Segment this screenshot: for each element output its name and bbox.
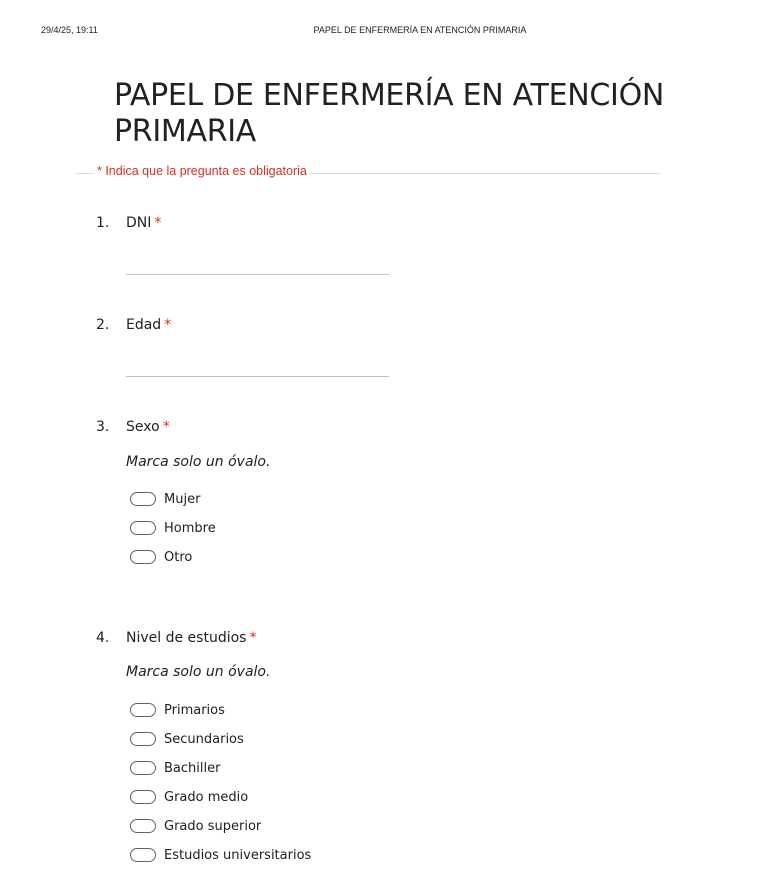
- form-title-line-1: PAPEL DE ENFERMERÍA EN ATENCIÓN: [114, 78, 665, 113]
- radio-oval[interactable]: [130, 492, 156, 506]
- option-label: Hombre: [164, 520, 216, 536]
- radio-oval[interactable]: [130, 521, 156, 535]
- form-title-line-2: PRIMARIA: [114, 114, 257, 149]
- question-hint: Marca solo un óvalo.: [126, 664, 271, 680]
- radio-option-grado-superior[interactable]: [130, 817, 261, 835]
- question-label: [126, 215, 161, 231]
- question-number: 4.: [96, 630, 110, 646]
- question-label-text: Edad: [126, 317, 162, 333]
- radio-oval[interactable]: [130, 550, 156, 564]
- radio-oval[interactable]: [130, 819, 156, 833]
- edad-answer-field[interactable]: [126, 376, 389, 377]
- radio-oval[interactable]: [130, 761, 156, 775]
- radio-oval[interactable]: [130, 848, 156, 862]
- question-number: 2.: [96, 317, 110, 333]
- question-label-text: DNI: [126, 215, 152, 231]
- radio-oval[interactable]: [130, 732, 156, 746]
- option-label: Secundarios: [164, 731, 244, 747]
- radio-option-hombre[interactable]: [130, 519, 216, 537]
- option-label: Grado superior: [164, 818, 262, 834]
- radio-oval[interactable]: [130, 703, 156, 717]
- question-label: [126, 630, 256, 646]
- print-header: [0, 25, 782, 39]
- option-label: Primarios: [164, 702, 225, 718]
- radio-option-otro[interactable]: [130, 548, 192, 566]
- required-asterisk: *: [164, 317, 172, 333]
- option-label: Bachiller: [164, 760, 221, 776]
- radio-option-grado-medio[interactable]: [130, 788, 248, 806]
- print-date: 29/4/25, 19:11: [41, 25, 98, 35]
- question-hint: Marca solo un óvalo.: [126, 454, 271, 470]
- question-number: 1.: [96, 215, 110, 231]
- radio-option-secundarios[interactable]: [130, 730, 244, 748]
- dni-answer-field[interactable]: [126, 274, 389, 275]
- option-label: Mujer: [164, 491, 201, 507]
- radio-option-mujer[interactable]: [130, 490, 200, 508]
- required-asterisk: *: [154, 215, 162, 231]
- option-label: Estudios universitarios: [164, 847, 312, 863]
- question-label-text: Nivel de estudios: [126, 630, 247, 646]
- question-label: [126, 317, 171, 333]
- radio-option-primarios[interactable]: [130, 701, 225, 719]
- option-label: Otro: [164, 549, 193, 565]
- radio-oval[interactable]: [130, 790, 156, 804]
- question-label-text: Sexo: [126, 419, 160, 435]
- form-title: [114, 78, 674, 150]
- print-title: PAPEL DE ENFERMERÍA EN ATENCIÓN PRIMARIA: [313, 25, 527, 35]
- required-note: * Indica que la pregunta es obligatoria: [94, 164, 310, 178]
- radio-option-bachiller[interactable]: [130, 759, 220, 777]
- radio-option-estudios-universitarios[interactable]: [130, 846, 311, 864]
- required-asterisk: *: [162, 419, 170, 435]
- option-label: Grado medio: [164, 789, 249, 805]
- question-label: [126, 419, 170, 435]
- required-asterisk: *: [249, 630, 257, 646]
- question-number: 3.: [96, 419, 110, 435]
